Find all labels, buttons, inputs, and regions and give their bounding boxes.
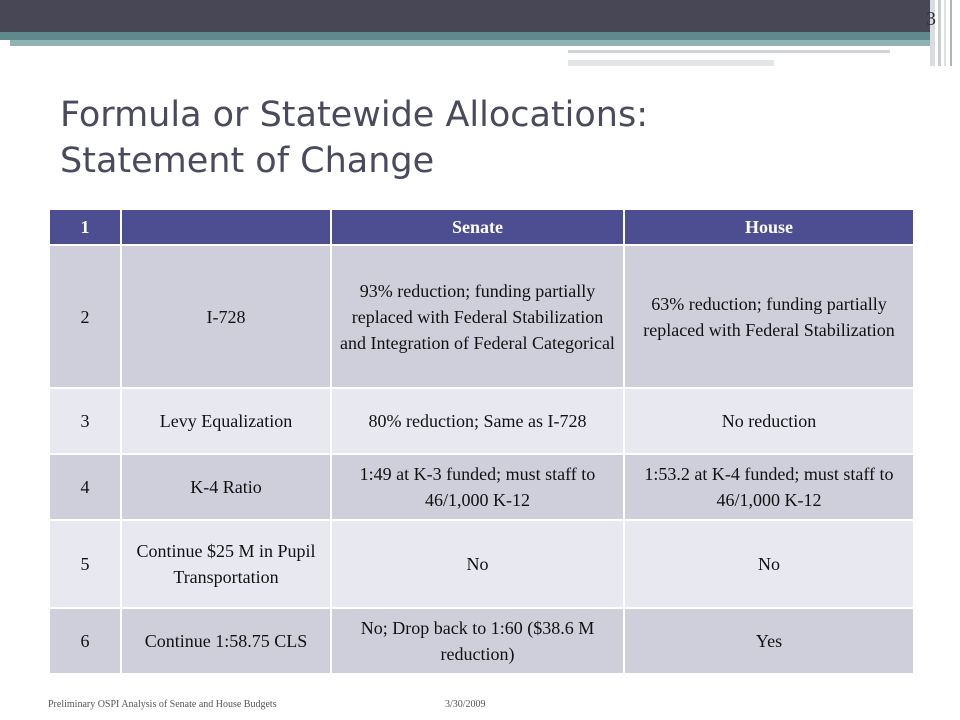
footer-text: Preliminary OSPI Analysis of Senate and House Budgets xyxy=(48,699,277,710)
row-house: Yes xyxy=(624,608,914,674)
table-row xyxy=(49,608,914,674)
row-index: 3 xyxy=(49,388,121,454)
table-row xyxy=(49,454,914,520)
decor-vertical-line xyxy=(938,0,941,66)
row-house: No xyxy=(624,520,914,608)
table-header-row xyxy=(49,209,914,245)
title-line-1: Formula or Statewide Allocations: xyxy=(60,95,649,135)
row-item: K-4 Ratio xyxy=(121,454,331,520)
row-senate: 1:49 at K-3 funded; must staff to 46/1,000 K-12 xyxy=(331,454,624,520)
row-senate: No; Drop back to 1:60 ($38.6 M reduction) xyxy=(331,608,624,674)
decor-line-light xyxy=(568,60,774,66)
row-house: 1:53.2 at K-4 funded; must staff to 46/1,000 K-12 xyxy=(624,454,914,520)
decor-vertical-line xyxy=(944,0,946,66)
banner-stripe xyxy=(0,32,930,40)
row-index: 4 xyxy=(49,454,121,520)
header-cell-senate: Senate xyxy=(331,209,624,245)
allocations-table xyxy=(48,208,915,675)
row-house: No reduction xyxy=(624,388,914,454)
top-banner xyxy=(0,0,930,32)
row-item: Continue 1:58.75 CLS xyxy=(121,608,331,674)
table-row xyxy=(49,245,914,388)
row-index: 6 xyxy=(49,608,121,674)
row-house: 63% reduction; funding partially replaced with Federal Stabilization xyxy=(624,245,914,388)
header-cell-item xyxy=(121,209,331,245)
row-index: 5 xyxy=(49,520,121,608)
slide-title xyxy=(60,92,900,184)
footer-date: 3/30/2009 xyxy=(445,699,486,710)
header-cell-house: House xyxy=(624,209,914,245)
header-cell-index: 1 xyxy=(49,209,121,245)
row-item: Levy Equalization xyxy=(121,388,331,454)
row-index: 2 xyxy=(49,245,121,388)
slide-number: 3 xyxy=(926,8,936,30)
row-item: Continue $25 M in Pupil Transportation xyxy=(121,520,331,608)
table-row xyxy=(49,388,914,454)
row-senate: 93% reduction; funding partially replaced with Federal Stabilization and Integration of Federal Categorical xyxy=(331,245,624,388)
table-row xyxy=(49,520,914,608)
decor-line xyxy=(568,50,890,53)
banner-stripe-light xyxy=(10,40,930,46)
row-item: I-728 xyxy=(121,245,331,388)
decor-vertical-line xyxy=(950,0,952,66)
title-line-2: Statement of Change xyxy=(60,141,435,181)
row-senate: No xyxy=(331,520,624,608)
row-senate: 80% reduction; Same as I-728 xyxy=(331,388,624,454)
